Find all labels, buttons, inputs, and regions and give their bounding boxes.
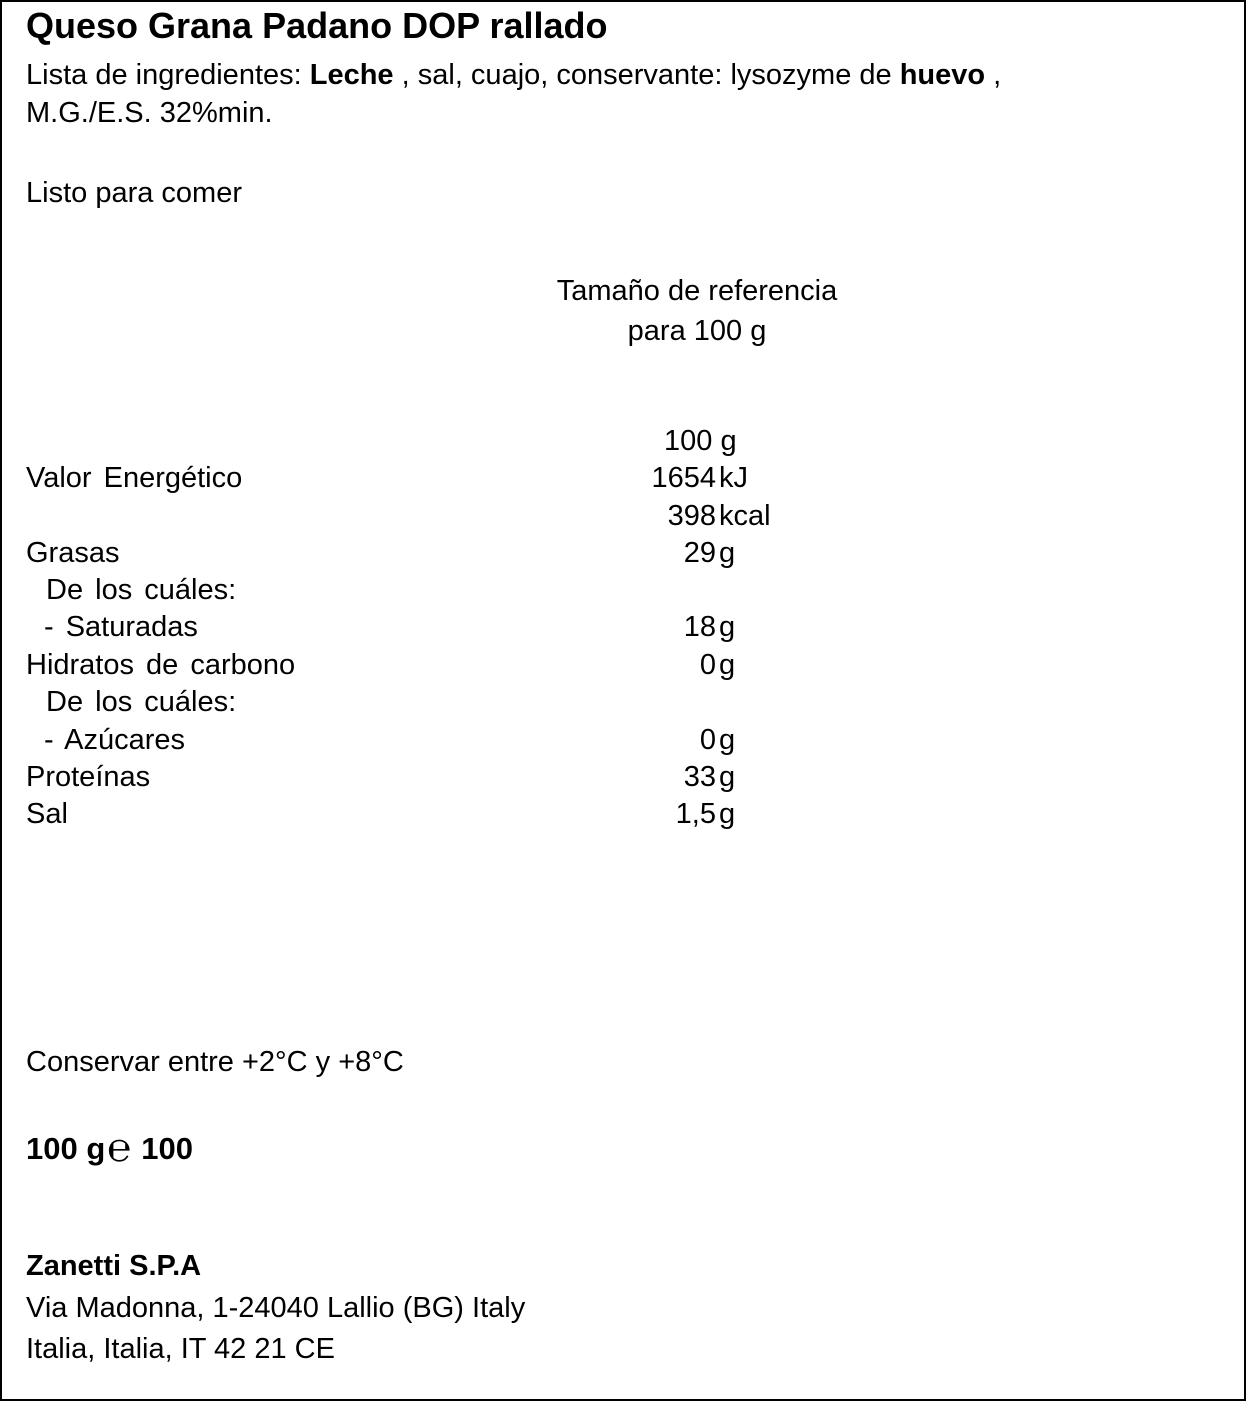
- company-name: Zanetti S.P.A: [26, 1250, 202, 1282]
- net-weight-value: 100: [141, 1131, 194, 1166]
- nutrition-label: - Saturadas: [44, 611, 198, 643]
- nutrition-label: Valor Energético: [26, 462, 243, 494]
- nutrition-unit: g: [719, 649, 736, 681]
- nutrition-label: Hidratos de carbono: [26, 649, 296, 681]
- ingredients-suffix: ,: [985, 59, 1002, 91]
- net-weight: [26, 1125, 194, 1171]
- storage-instructions: Conservar entre +2°C y +8°C: [26, 1046, 404, 1078]
- nutrition-label: Grasas: [26, 537, 120, 569]
- allergen-leche: Leche: [309, 59, 394, 91]
- nutrition-unit: kJ: [719, 462, 748, 494]
- ingredients-prefix: Lista de ingredientes:: [26, 59, 310, 91]
- nutrition-label: - Azúcares: [44, 724, 185, 756]
- nutrition-value: 398: [667, 500, 716, 532]
- nutrition-value: 33: [683, 761, 716, 793]
- nutrition-value: 18: [683, 611, 716, 643]
- nutrition-value: 0: [699, 649, 716, 681]
- company-address: Via Madonna, 1-24040 Lallio (BG) Italy: [26, 1292, 526, 1324]
- nutrition-label: Sal: [26, 798, 68, 830]
- product-title: Queso Grana Padano DOP rallado: [26, 5, 608, 46]
- nutrition-label: De los cuáles:: [46, 686, 237, 718]
- nutrition-unit: kcal: [719, 500, 771, 532]
- company-origin: Italia, Italia, IT 42 21 CE: [26, 1333, 335, 1365]
- ingredients-middle: , sal, cuajo, conservante: lysozyme de: [393, 59, 900, 91]
- nutrition-value: 29: [683, 537, 716, 569]
- nutrition-value: 0: [699, 724, 716, 756]
- ingredients-line-1: [26, 61, 1001, 90]
- net-weight-amount: 100 g: [26, 1131, 106, 1166]
- nutrition-unit: g: [719, 724, 736, 756]
- ingredients-line-2: M.G./E.S. 32%min.: [26, 97, 273, 129]
- reference-size-line-2: para 100 g: [627, 315, 767, 347]
- allergen-huevo: huevo: [899, 59, 986, 91]
- nutrition-value: 1,5: [675, 798, 716, 830]
- ready-to-eat: Listo para comer: [26, 177, 242, 209]
- nutrition-unit: g: [719, 611, 736, 643]
- nutrition-value: 1654: [651, 462, 716, 494]
- nutrition-column-header: 100 g: [664, 425, 737, 457]
- nutrition-label: De los cuáles:: [46, 574, 237, 606]
- estimated-sign-icon: ℮: [107, 1125, 132, 1171]
- nutrition-label: Proteínas: [26, 761, 151, 793]
- nutrition-unit: g: [719, 537, 736, 569]
- nutrition-unit: g: [719, 798, 736, 830]
- nutrition-unit: g: [719, 761, 736, 793]
- reference-size-line-1: Tamaño de referencia: [556, 275, 838, 307]
